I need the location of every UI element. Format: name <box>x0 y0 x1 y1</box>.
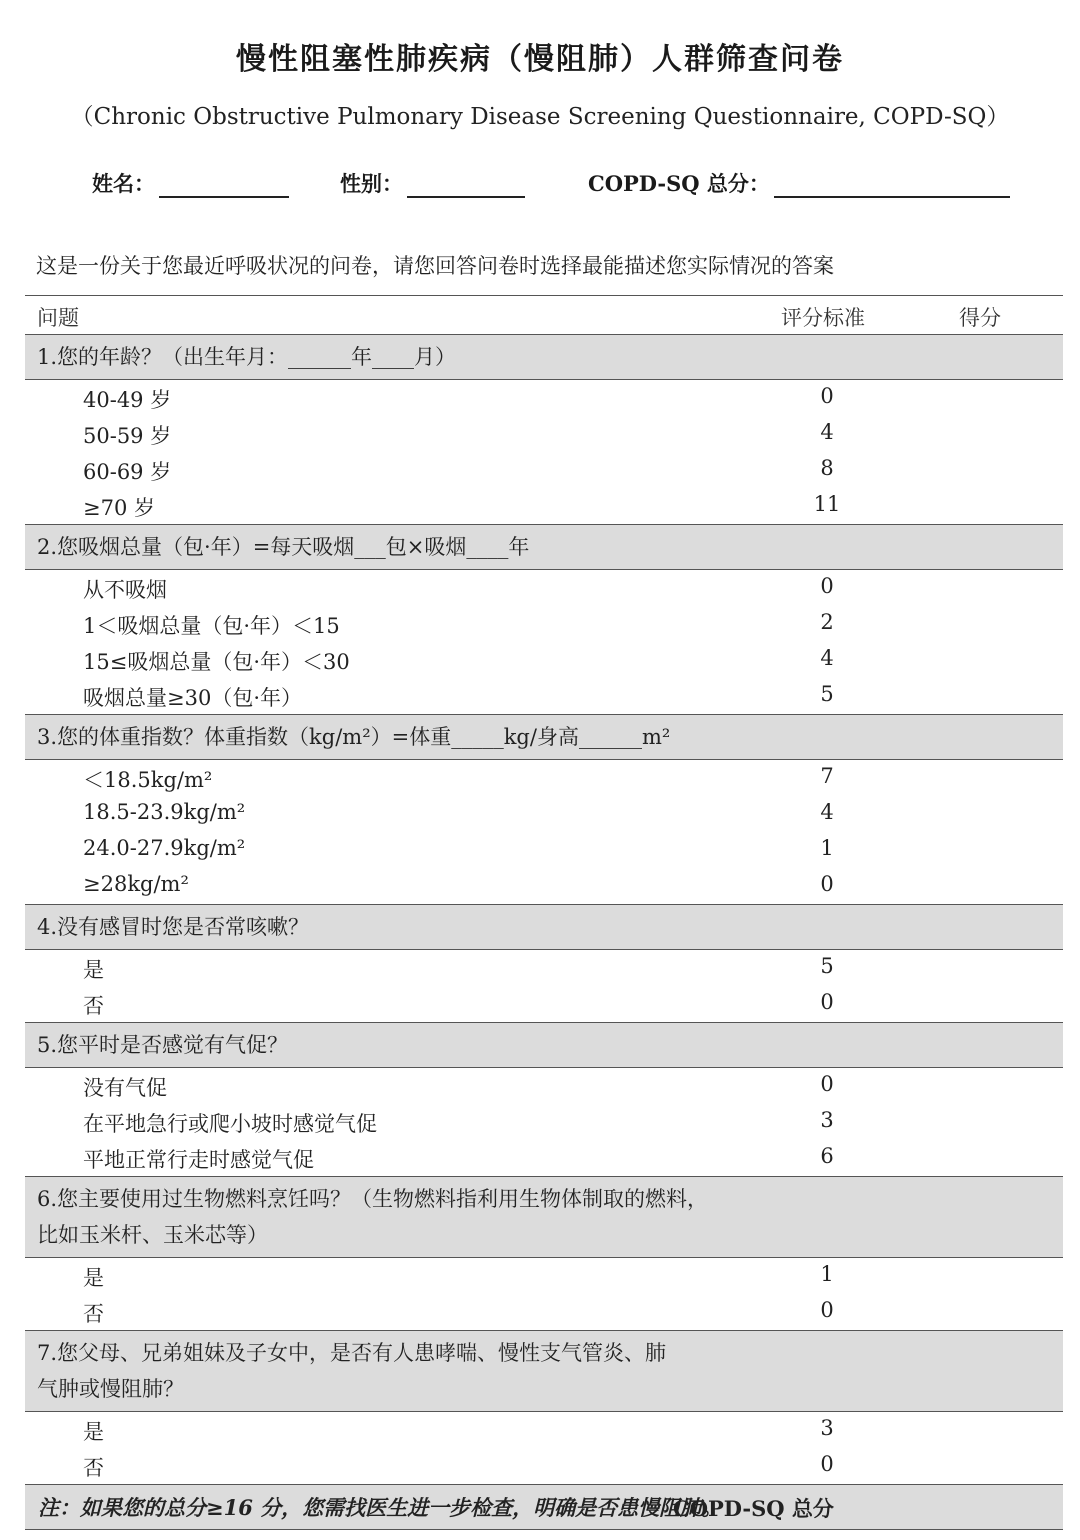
option-score: 1 <box>820 1262 834 1286</box>
option-score: 11 <box>813 492 841 516</box>
question-row <box>25 334 1063 380</box>
option-score: 0 <box>820 574 834 598</box>
name-blank[interactable] <box>159 170 289 198</box>
name-label: 姓名： <box>92 171 155 196</box>
option-row[interactable] <box>25 1068 1063 1104</box>
option-row[interactable] <box>25 1258 1063 1294</box>
questionnaire-table <box>25 295 1063 1530</box>
option-score: 0 <box>820 1072 834 1096</box>
question-row <box>25 524 1063 570</box>
question-text: 4.没有感冒时您是否常咳嗽？ <box>37 915 310 939</box>
option-label: 是 <box>83 1266 104 1290</box>
option-score: 2 <box>820 610 834 634</box>
option-label: ≥28kg/m² <box>83 872 189 896</box>
option-label: 在平地急行或爬小坡时感觉气促 <box>83 1112 377 1136</box>
option-label: 是 <box>83 958 104 982</box>
option-row[interactable] <box>25 642 1063 678</box>
option-score: 6 <box>820 1144 834 1168</box>
option-row[interactable] <box>25 868 1063 904</box>
option-label: 60-69 岁 <box>83 460 172 484</box>
option-row[interactable] <box>25 1140 1063 1176</box>
option-label: 否 <box>83 1456 104 1480</box>
footnote: 注：如果您的总分≥16 分，您需找医生进一步检查，明确是否患慢阻肺。 <box>38 1495 723 1520</box>
question-row <box>25 714 1063 760</box>
question-row <box>25 1330 1063 1412</box>
option-score: 5 <box>820 954 834 978</box>
option-label: 1＜吸烟总量（包·年）＜15 <box>83 614 340 638</box>
total-label: COPD-SQ 总分： <box>588 171 770 196</box>
option-score: 0 <box>820 872 834 896</box>
option-score: 3 <box>820 1108 834 1132</box>
option-label: 15≤吸烟总量（包·年）＜30 <box>83 650 350 674</box>
question-text: 5.您平时是否感觉有气促？ <box>37 1033 289 1057</box>
option-row[interactable] <box>25 606 1063 642</box>
option-label: ＜18.5kg/m² <box>83 768 213 792</box>
option-label: ≥70 岁 <box>83 496 155 520</box>
question-row <box>25 1022 1063 1068</box>
intro-text: 这是一份关于您最近呼吸状况的问卷，请您回答问卷时选择最能描述您实际情况的答案 <box>36 254 834 278</box>
option-label: 50-59 岁 <box>83 424 172 448</box>
page-title: 慢性阻塞性肺疾病（慢阻肺）人群筛查问卷 <box>236 42 844 77</box>
option-score: 1 <box>820 836 834 860</box>
page-subtitle: （Chronic Obstructive Pulmonary Disease Screening Questionnaire, COPD-SQ） <box>70 104 1010 130</box>
option-row[interactable] <box>25 760 1063 796</box>
option-label: 否 <box>83 1302 104 1326</box>
table-header <box>25 295 1063 334</box>
option-label: 否 <box>83 994 104 1018</box>
total-row-label: COPD-SQ 总分 <box>673 1496 834 1521</box>
option-row[interactable] <box>25 832 1063 868</box>
option-score: 0 <box>820 1298 834 1322</box>
option-row[interactable] <box>25 488 1063 524</box>
option-score: 0 <box>820 1452 834 1476</box>
name-field[interactable] <box>92 168 289 198</box>
option-label: 24.0-27.9kg/m² <box>83 836 246 860</box>
option-score: 4 <box>820 800 834 824</box>
gender-field[interactable] <box>340 168 525 198</box>
option-row[interactable] <box>25 1448 1063 1484</box>
option-row[interactable] <box>25 796 1063 832</box>
option-score: 3 <box>820 1416 834 1440</box>
option-score: 4 <box>820 420 834 444</box>
header-score: 得分 <box>959 306 1001 330</box>
option-score: 0 <box>820 990 834 1014</box>
gender-label: 性别： <box>340 171 403 196</box>
option-row[interactable] <box>25 1104 1063 1140</box>
option-row[interactable] <box>25 570 1063 606</box>
option-label: 没有气促 <box>83 1076 167 1100</box>
option-row[interactable] <box>25 1412 1063 1448</box>
option-score: 5 <box>820 682 834 706</box>
option-score: 7 <box>820 764 834 788</box>
question-text: 3.您的体重指数？体重指数（kg/m²）=体重_____kg/身高______m² <box>37 725 671 749</box>
question-text: 2.您吸烟总量（包·年）=每天吸烟___包×吸烟____年 <box>37 535 530 559</box>
question-text-cont: 气肿或慢阻肺？ <box>37 1377 184 1401</box>
option-row[interactable] <box>25 416 1063 452</box>
option-label: 是 <box>83 1420 104 1444</box>
gender-blank[interactable] <box>407 170 525 198</box>
option-score: 4 <box>820 646 834 670</box>
option-row[interactable] <box>25 678 1063 714</box>
question-text: 1.您的年龄？（出生年月：______年____月） <box>37 345 457 369</box>
option-score: 0 <box>820 384 834 408</box>
option-row[interactable] <box>25 380 1063 416</box>
option-label: 平地正常行走时感觉气促 <box>83 1148 314 1172</box>
total-field[interactable] <box>588 168 1010 198</box>
question-row <box>25 904 1063 950</box>
option-row[interactable] <box>25 950 1063 986</box>
option-label: 40-49 岁 <box>83 388 172 412</box>
option-row[interactable] <box>25 1294 1063 1330</box>
question-row <box>25 1176 1063 1258</box>
total-blank[interactable] <box>774 170 1010 198</box>
option-row[interactable] <box>25 452 1063 488</box>
question-text: 7.您父母、兄弟姐妹及子女中，是否有人患哮喘、慢性支气管炎、肺 <box>37 1341 667 1365</box>
option-label: 18.5-23.9kg/m² <box>83 800 246 824</box>
option-row[interactable] <box>25 986 1063 1022</box>
header-question: 问题 <box>37 306 79 330</box>
option-label: 吸烟总量≥30（包·年） <box>83 686 302 710</box>
option-label: 从不吸烟 <box>83 578 167 602</box>
question-text: 6.您主要使用过生物燃料烹饪吗？（生物燃料指利用生物体制取的燃料， <box>37 1187 709 1211</box>
question-text-cont: 比如玉米杆、玉米芯等） <box>37 1223 268 1247</box>
option-score: 8 <box>820 456 834 480</box>
header-criteria: 评分标准 <box>781 306 865 330</box>
